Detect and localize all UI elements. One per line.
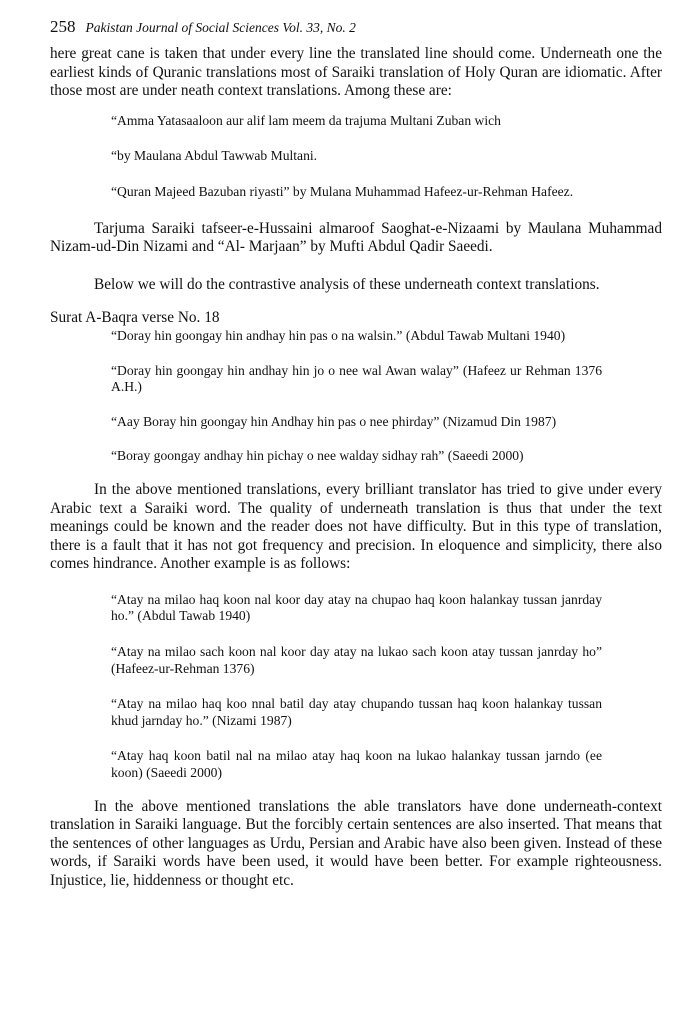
- quote-atay-na-milao-1: “Atay na milao haq koon nal koor day atay na chupao haq koon halankay tussan janrday ho.” (Abdul Tawab 1940): [111, 591, 602, 624]
- quote-abdul-tawwab: “by Maulana Abdul Tawwab Multani.: [111, 148, 318, 164]
- quote-block-2: [50, 328, 602, 465]
- paragraph-4: In the above mentioned translations, every brilliant translator has tried to give under every Arabic text a Saraiki word. The quality of underneath translation is thus that under the text meanings could be known and the reader does not have difficulty. But in this type of translation, there is a fault that it has not got frequency and precision. In eloquence and simplicity, there also comes hindrance. Another example is as follows:: [50, 480, 662, 573]
- quote-abdul-tawab-1940: “Doray hin goongay hin andhay hin pas o na walsin.” (Abdul Tawab Multani 1940): [111, 327, 566, 343]
- paragraph-1: here great cane is taken that under every line the translated line should come. Underneath one the earliest kinds of Quranic translations most of Saraiki translation of Holy Quran are idiomatic. After those most are under neath context translations. Among these are:: [50, 45, 662, 100]
- paragraph-2: Tarjuma Saraiki tafseer-e-Hussaini almaroof Saoghat-e-Nizaami by Maulana Muhammad Nizam-ud-Din Nizami and “Al- Marjaan” by Mufti Abdul Qadir Saeedi.: [50, 219, 662, 256]
- paragraph-3: Below we will do the contrastive analysis of these underneath context translations.: [94, 275, 600, 293]
- quote-atay-na-milao-2: “Atay na milao sach koon nal koor day atay na lukao sach koon atay tussan janrday ho” (Hafeez-ur-Rehman 1376): [111, 644, 602, 676]
- quote-hafeez-ur-rehman: “Doray hin goongay hin andhay hin jo o nee wal Awan walay” (Hafeez ur Rehman 1376 A.H.): [111, 362, 602, 395]
- quote-quran-majeed: “Quran Majeed Bazuban riyasti” by Mulana Muhammad Hafeez-ur-Rehman Hafeez.: [111, 183, 574, 199]
- quote-block-1: [50, 113, 602, 201]
- quote-nizamud-din: “Aay Boray hin goongay hin Andhay hin pas o nee phirday” (Nizamud Din 1987): [111, 413, 557, 429]
- quote-saeedi-2000: “Boray goongay andhay hin pichay o nee walday sidhay rah” (Saeedi 2000): [111, 448, 524, 464]
- quote-atay-na-milao-3: “Atay na milao haq koo nnal batil day atay chupando tussan haq koon halankay tussan khud jarnday ho.” (Nizami 1987): [111, 696, 602, 728]
- page-number: 258: [50, 17, 76, 36]
- quote-block-3: [50, 592, 602, 782]
- quote-amma-yatasaaloon: “Amma Yatasaaloon aur alif lam meem da trajuma Multani Zuban wich: [111, 112, 501, 128]
- verse-heading: Surat A-Baqra verse No. 18: [50, 309, 220, 327]
- journal-title: Pakistan Journal of Social Sciences Vol. 33, No. 2: [85, 20, 356, 35]
- running-header: [50, 17, 662, 41]
- quote-atay-haq-koon: “Atay haq koon batil nal na milao atay haq koon na lukao halankay tussan jarndo (ee koon) (Saeedi 2000): [111, 748, 602, 781]
- paragraph-5: In the above mentioned translations the able translators have done underneath-context translation in Saraiki language. But the forcibly certain sentences are also inserted. That means that the sentences of other languages as Urdu, Persian and Arabic have also been given. Instead of these words, if Saraiki words have been used, it would have been better. For example righteousness. Injustice, lie, hiddenness or thought etc.: [50, 797, 662, 889]
